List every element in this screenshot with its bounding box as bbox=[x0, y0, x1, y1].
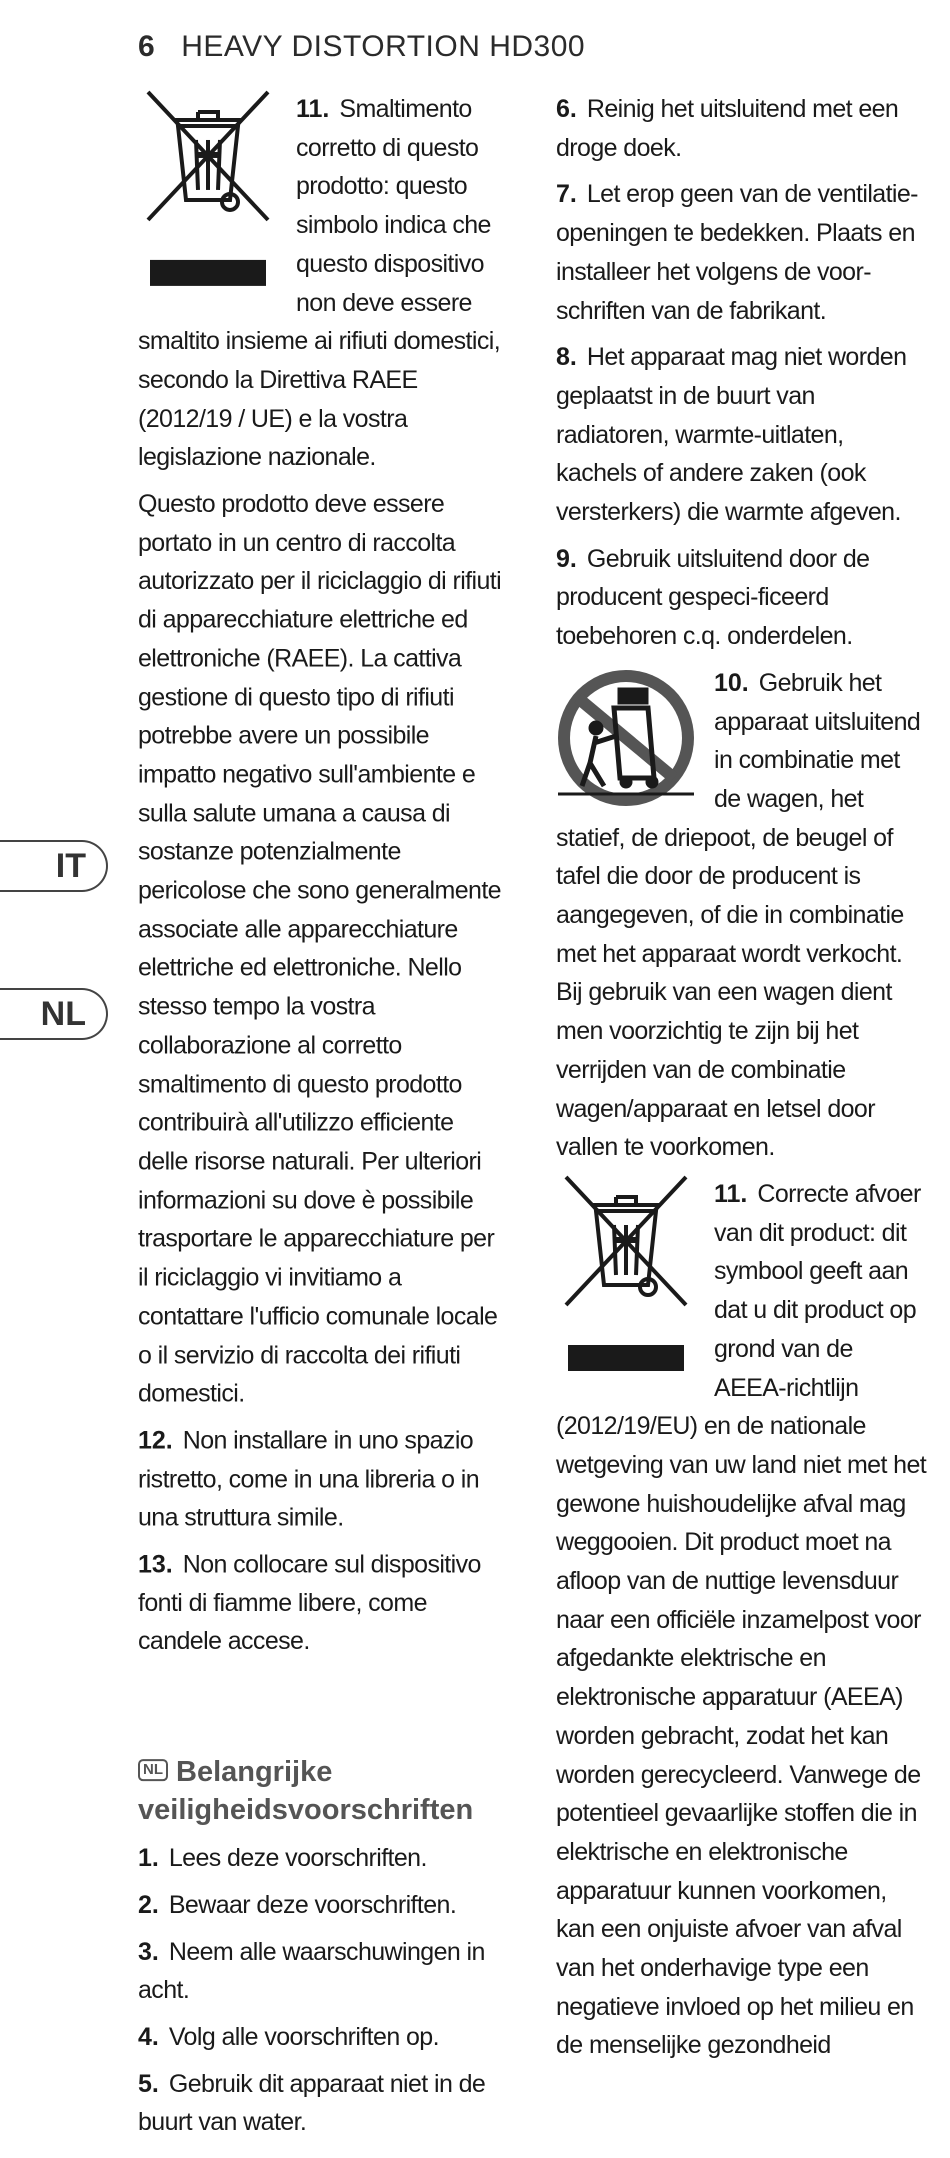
item-number: 3. bbox=[138, 1937, 159, 1966]
item-number: 13. bbox=[138, 1550, 173, 1579]
item-text: Gebruik dit apparaat niet in de buurt van water. bbox=[138, 2069, 486, 2137]
weee-bin-icon bbox=[138, 90, 278, 290]
left-column bbox=[138, 90, 503, 2150]
nl-item-11 bbox=[556, 1175, 928, 2065]
nl-item-1 bbox=[138, 1839, 503, 1878]
item-number: 8. bbox=[556, 343, 577, 372]
it-item-13 bbox=[138, 1545, 503, 1661]
nl-item-10 bbox=[556, 664, 928, 1167]
it-item-11 bbox=[138, 90, 503, 477]
item-text: Correcte afvoer van dit product: dit symbool geeft aan dat u dit product op grond van de AEEA-richtlijn (2012/19/EU) en de nationale wetgeving van uw land niet met het gewone huishoudelijke afval mag weggooien. Dit product moet na afloop van de nuttige levensduur naar een officiële inzamelpost voor afgedankte elektrische en elektronische apparatuur (AEEA) worden gebracht, zodat het kan worden gerecycleerd. Vanwege de potentieel gevaarlijke stoffen die in elektrische en elektronische apparatuur kunnen voorkomen, kan een onjuiste afvoer van afval van het onderhavige type een negatieve invloed op het milieu en de menselijke gezondheid bbox=[556, 1179, 927, 2060]
item-number: 1. bbox=[138, 1844, 159, 1873]
item-text: Gebruik het apparaat uitsluitend in combinatie met de wagen, het statief, de driepoot, de beugel of tafel die door de producent is aangegeven, of die in combinatie met het apparaat wordt verkocht. Bij gebruik van een wagen dient men voorzichtig te zijn bij het verrijden van de combinatie wagen/apparaat en letsel door vallen te voorkomen. bbox=[556, 668, 921, 1162]
nl-item-3 bbox=[138, 1933, 503, 2010]
nl-section-title bbox=[138, 1753, 503, 1829]
nl-item-5 bbox=[138, 2065, 503, 2142]
page-number: 6 bbox=[138, 30, 156, 63]
weee-bin-icon bbox=[556, 1175, 696, 1375]
tab-it-label: IT bbox=[55, 846, 86, 885]
nl-item-6 bbox=[556, 90, 928, 167]
item-text: Non installare in uno spazio ristretto, come in una libreria o in una struttura simile. bbox=[138, 1426, 480, 1532]
item-text: Het apparaat mag niet worden geplaatst in de buurt van radiatoren, warmte-uitlaten, kachels of andere zaken (ook versterkers) die warmte afgeven. bbox=[556, 343, 907, 527]
item-text: Let erop geen van de ventilatie-openingen te bedekken. Plaats en installeer het volgens de voor-schriften van de fabrikant. bbox=[556, 180, 918, 325]
nl-item-2 bbox=[138, 1886, 503, 1925]
item-number: 7. bbox=[556, 180, 577, 209]
item-number: 11. bbox=[296, 94, 330, 123]
item-number: 9. bbox=[556, 544, 577, 573]
language-tab-nl bbox=[0, 988, 108, 1040]
it-item-12 bbox=[138, 1421, 503, 1537]
nl-flag-icon: NL bbox=[138, 1760, 168, 1782]
tab-nl-label: NL bbox=[40, 994, 86, 1033]
nl-item-4 bbox=[138, 2018, 503, 2057]
item-number: 12. bbox=[138, 1426, 173, 1455]
item-number: 10. bbox=[714, 668, 749, 697]
item-text: Neem alle waarschuwingen in acht. bbox=[138, 1937, 485, 2005]
nl-item-9 bbox=[556, 540, 928, 656]
item-text: Bewaar deze voorschriften. bbox=[168, 1890, 457, 1919]
item-text: Volg alle voorschriften op. bbox=[168, 2022, 439, 2051]
cart-warning-icon bbox=[556, 668, 696, 808]
item-text: Non collocare sul dispositivo fonti di fiamme libere, come candele accese. bbox=[138, 1550, 481, 1656]
item-number: 4. bbox=[138, 2022, 159, 2051]
item-number: 2. bbox=[138, 1890, 159, 1919]
item-number: 6. bbox=[556, 95, 577, 123]
item-text: Reinig het uitsluitend met een droge doek. bbox=[556, 95, 899, 162]
item-number: 11. bbox=[714, 1179, 748, 1208]
it-item-11-continued: Questo prodotto deve essere portato in un centro di raccolta autorizzato per il riciclaggio di rifiuti di apparecchiature elettriche ed elettroniche (RAEE). La cattiva gestione di questo tipo di rifiuti potrebbe avere un possibile impatto negativo sull'ambiente e sulla salute umana a causa di sostanze potenzialmente pericolose che sono generalmente associate alle apparecchiature elettriche ed elettroniche. Nello stesso tempo la vostra collaborazione al corretto smaltimento di questo prodotto contribuirà all'utilizzo efficiente delle risorse naturali. Per ulteriori informazioni su dove è possibile trasportare le apparecchiature per il riciclaggio vi invitiamo a contattare l'ufficio comunale locale o il servizio di raccolta dei rifiuti domestici. bbox=[138, 489, 502, 1408]
language-tab-it bbox=[0, 840, 108, 892]
page-header bbox=[138, 30, 585, 64]
item-text: Gebruik uitsluitend door de producent gespeci-ficeerd toebehoren c.q. onderdelen. bbox=[556, 544, 870, 651]
nl-item-7 bbox=[556, 175, 928, 330]
item-number: 5. bbox=[138, 2069, 159, 2098]
right-column bbox=[556, 90, 928, 2073]
section-title-text: Belangrijke veiligheidsvoorschriften bbox=[138, 1756, 474, 1827]
item-text: Smaltimento corretto di questo prodotto: questo simbolo indica che questo dispositivo non deve essere smaltito insieme ai rifiuti domestici, secondo la Direttiva RAEE (2012/19 / UE) e la vostra legislazione nazionale. bbox=[138, 94, 501, 472]
nl-item-8 bbox=[556, 338, 928, 532]
item-text: Lees deze voorschriften. bbox=[168, 1844, 427, 1873]
document-title: HEAVY DISTORTION HD300 bbox=[181, 30, 586, 63]
